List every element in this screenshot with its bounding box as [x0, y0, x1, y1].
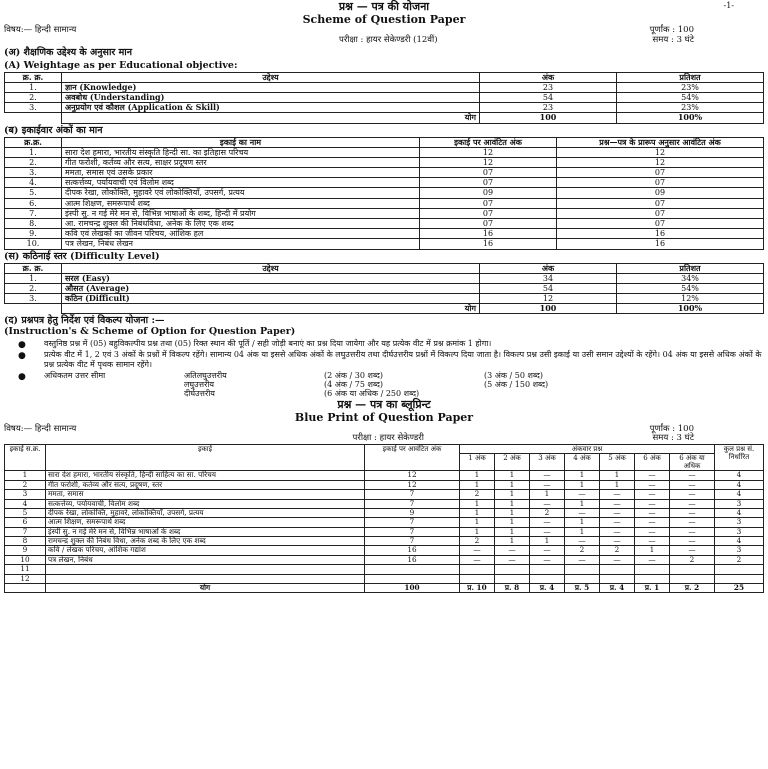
table-cell: 2 [715, 555, 764, 564]
blueprint-exam: परीक्षा : हायर सेकेण्डरी [352, 433, 424, 444]
table-cell: 2 [530, 508, 565, 517]
table-row [5, 168, 764, 178]
table-cell: 12 [5, 574, 46, 583]
table-header: इकाई स.क्र. [5, 445, 46, 471]
table-cell: 9. [5, 229, 62, 239]
table-cell: कवि / लेखक परिचय, आंशिक गद्यांश [46, 546, 365, 555]
table-cell: — [670, 518, 715, 527]
table-cell: 10. [5, 239, 62, 249]
table-header: क्र. क्र. [5, 263, 62, 273]
table-cell: 1 [530, 537, 565, 546]
table-cell: 100 [480, 113, 617, 123]
table-cell: 2 [5, 480, 46, 489]
table-cell: — [530, 499, 565, 508]
table-cell: 16 [420, 239, 557, 249]
table-cell: 2. [5, 283, 62, 293]
instruction-item: ● प्रत्येक वीट में 1, 2 एवं 3 अंकों के प्रश्नों में विकल्प रहेंगे। सामान्य 04 अंक या इससे अधिक अंकों के लघुउत्तरीय तथा दीर्घउत्तरीय प्रश्नों में विकल्प दिया जाता है। विकल्प प्रश्न उसी इकाई या उसी समान उद्देश्यों के रहेंगे। 04 अंक या इससे अधिक अंकों के प्रश्न प्रत्येक वीट में पृथक सामान रहेंगे। [18, 350, 762, 369]
table-cell: — [670, 537, 715, 546]
table-cell: 3 [5, 490, 46, 499]
table-cell: 54 [480, 93, 617, 103]
table-cell: कवि एवं लेखकों का जीवन परिचय, आंशिक हल [62, 229, 420, 239]
table-cell: प्र. 10 [460, 584, 495, 593]
table-cell: 12 [365, 480, 460, 489]
table-cell [46, 565, 365, 574]
table-cell: 7 [365, 490, 460, 499]
table-cell: 3 [715, 546, 764, 555]
table-cell: 8. [5, 219, 62, 229]
table-cell: 1 [565, 499, 600, 508]
table-cell: 16 [557, 239, 764, 249]
table-cell: — [635, 508, 670, 517]
table-cell: 11 [5, 565, 46, 574]
difficulty-table [4, 263, 764, 315]
table-cell: 16 [420, 229, 557, 239]
table-cell [530, 565, 565, 574]
table-cell: 1 [495, 490, 530, 499]
table-row [5, 178, 764, 188]
table-cell: ममता, समास [46, 490, 365, 499]
table-cell: 34% [617, 273, 764, 283]
table-cell: गीत फरोशी, कर्तव्य और सत्य, साक्षर प्रदूषण स्तर [62, 157, 420, 167]
table-cell: 23% [617, 82, 764, 92]
unit-marks-table [4, 137, 764, 250]
table-cell: 3 [715, 518, 764, 527]
table-cell: 34 [480, 273, 617, 283]
table-cell: — [670, 546, 715, 555]
answer-limit-row: लघुउत्तरीय (4 अंक / 75 शब्द) (5 अंक / 150 शब्द) [184, 380, 549, 390]
table-cell: सारा देश हमारा, भारतीय संस्कृति, हिन्दी साहित्य का सा. परिचय [46, 471, 365, 480]
table-cell: 25 [715, 584, 764, 593]
table-cell: — [670, 508, 715, 517]
table-cell: — [670, 490, 715, 499]
table-cell: 2 [670, 555, 715, 564]
table-row [5, 239, 764, 249]
table-cell: — [600, 508, 635, 517]
table-cell: — [495, 555, 530, 564]
table-row [5, 499, 764, 508]
table-cell: सत्कर्त्तव्य, पर्यायवाची एवं विलोम शब्द [62, 178, 420, 188]
table-cell: 4 [715, 508, 764, 517]
table-row [5, 229, 764, 239]
answer-limit-row: दीर्घउत्तरीय (6 अंक या अधिक / 250 शब्द) [184, 389, 420, 399]
table-cell: — [565, 490, 600, 499]
table-cell: 4 [5, 499, 46, 508]
document-page [4, 1, 764, 593]
table-cell: — [530, 555, 565, 564]
table-cell [495, 565, 530, 574]
table-cell: 7 [365, 527, 460, 536]
table-cell: 4 [715, 490, 764, 499]
table-cell: 07 [557, 219, 764, 229]
table-cell: कठिन (Difficult) [62, 294, 480, 304]
table-cell: 07 [420, 208, 557, 218]
table-cell: — [635, 471, 670, 480]
table-cell: 07 [420, 198, 557, 208]
blueprint-time: समय : 3 घंटे [652, 433, 694, 444]
table-cell: 12 [365, 471, 460, 480]
table-cell: 3 [715, 499, 764, 508]
subject: विषय:— हिन्दी सामान्य [4, 25, 77, 36]
table-row [5, 157, 764, 167]
table-row [5, 147, 764, 157]
table-row [5, 283, 764, 293]
table-cell: इंस्पी सु. न गई मेरे मन से, विभिन्न भाषाओं के शब्द [46, 527, 365, 536]
table-header: 6 अंक [635, 454, 670, 471]
table-cell: 09 [557, 188, 764, 198]
table-cell: — [635, 537, 670, 546]
table-cell: 07 [420, 219, 557, 229]
table-cell: पत्र लेखन, निबंध [46, 555, 365, 564]
table-header: 3 अंक [530, 454, 565, 471]
unit-marks-body [5, 147, 764, 249]
table-header: क्र. क्र. [5, 72, 62, 82]
table-header: 6 अंक या अधिक [670, 454, 715, 471]
table-cell: योग [46, 584, 365, 593]
table-cell: 10 [5, 555, 46, 564]
table-header: अंक [480, 263, 617, 273]
table-cell: 1 [600, 471, 635, 480]
table-cell: 7 [365, 518, 460, 527]
table-cell: — [495, 546, 530, 555]
table-cell: आत्म शिक्षण, समरूपार्थ शब्द [46, 518, 365, 527]
table-cell: 07 [557, 168, 764, 178]
table-header: 4 अंक [565, 454, 600, 471]
table-cell: दीपक रेखा, लोकोक्ति, मुहावरे एवं लोकोक्तियाँ, उपसर्ग, प्रत्यय [62, 188, 420, 198]
objective-weightage-table [4, 72, 764, 124]
table-header: इकाई पर आवंटित अंक [365, 445, 460, 471]
table-total-row [5, 113, 764, 123]
table-cell [715, 565, 764, 574]
section-a-heading-hindi: (अ) शैक्षणिक उद्देश्य के अनुसार मान [4, 46, 133, 58]
table-cell: — [530, 471, 565, 480]
table-total-row [5, 304, 764, 314]
table-cell: — [600, 499, 635, 508]
table-cell: — [600, 555, 635, 564]
table-cell: 1 [460, 518, 495, 527]
table-header: अंकवार प्रश्न [460, 445, 715, 454]
table-row [5, 103, 764, 113]
table-cell: — [460, 546, 495, 555]
table-cell: गीत फरोशी, कर्तव्य और सत्य, प्रदूषण, स्तर [46, 480, 365, 489]
table-cell: 7 [365, 537, 460, 546]
blueprint-table [4, 444, 764, 593]
table-cell: 4 [715, 471, 764, 480]
table-cell: — [530, 480, 565, 489]
table-header: 5 अंक [600, 454, 635, 471]
table-header: प्रतिशत [617, 72, 764, 82]
table-cell: 1 [565, 480, 600, 489]
blueprint-max-marks: पूर्णांक : 100 [649, 423, 694, 434]
section-d-heading-hindi: (द) प्रश्नपत्र हेतु निर्देश एवं विकल्प योजना :— [4, 315, 165, 327]
table-cell: सरल (Easy) [62, 273, 480, 283]
table-cell: इंस्पी सु. न गई मेरे मन से, विभिन्न भाषाओं के शब्द, हिन्दी में प्रयोग [62, 208, 420, 218]
table-cell: 1 [565, 471, 600, 480]
instructions-list [4, 339, 764, 380]
table-row [5, 471, 764, 480]
duration: समय : 3 घंटे [652, 35, 694, 46]
section-a-heading-english: (A) Weightage as per Educational objective: [4, 59, 238, 71]
table-header: इकाई का नाम [62, 137, 420, 147]
table-cell: 2 [600, 546, 635, 555]
table-cell: — [600, 490, 635, 499]
table-cell: प्र. 2 [670, 584, 715, 593]
table-cell: 07 [557, 198, 764, 208]
table-cell [635, 565, 670, 574]
table-cell: 2 [565, 546, 600, 555]
instruction-item: ● अधिकतम उत्तर सीमा अतिलघुउत्तरीय (2 अंक / 30 शब्द) (3 अंक / 50 शब्द) [18, 370, 543, 382]
table-cell: 16 [365, 546, 460, 555]
table-row [5, 273, 764, 283]
table-cell: — [635, 527, 670, 536]
table-cell: 12 [480, 294, 617, 304]
table-cell: 1 [460, 499, 495, 508]
table-cell: — [670, 471, 715, 480]
table-cell: — [635, 555, 670, 564]
table-cell: 7 [365, 499, 460, 508]
table-cell: — [635, 480, 670, 489]
table-cell [600, 565, 635, 574]
table-cell: 1 [460, 508, 495, 517]
table-cell: — [600, 518, 635, 527]
table-cell: 1. [5, 273, 62, 283]
table-cell: अनुप्रयोग एवं कौशल (Application & Skill) [62, 103, 480, 113]
exam-name: परीक्षा : हायर सेकेण्डरी (12वीं) [339, 35, 438, 46]
table-cell: 1 [495, 537, 530, 546]
table-header: प्रश्न—पत्र के प्रारूप अनुसार आवंटित अंक [557, 137, 764, 147]
table-cell: 3. [5, 168, 62, 178]
table-cell: 54% [617, 283, 764, 293]
table-cell: 1 [495, 471, 530, 480]
table-cell: 54 [480, 283, 617, 293]
table-cell [460, 565, 495, 574]
blueprint-body [5, 471, 764, 593]
table-cell: योग [62, 304, 480, 314]
table-cell: 12% [617, 294, 764, 304]
table-cell: — [530, 546, 565, 555]
table-cell: 12 [420, 147, 557, 157]
table-cell: 1 [635, 546, 670, 555]
table-header: उद्देश्य [62, 72, 480, 82]
table-cell: 12 [557, 147, 764, 157]
table-cell: 07 [557, 178, 764, 188]
table-cell: 1 [530, 490, 565, 499]
table-cell: प्र. 4 [530, 584, 565, 593]
table-cell: — [460, 555, 495, 564]
table-header: इकाई [46, 445, 365, 471]
title-hindi: प्रश्न — पत्र की योजना [338, 0, 430, 13]
table-cell: 1 [5, 471, 46, 480]
table-cell: योग [62, 113, 480, 123]
table-cell: 1 [565, 518, 600, 527]
table-cell: 4 [715, 537, 764, 546]
table-cell: 100% [617, 113, 764, 123]
blueprint-info-row-2 [4, 434, 764, 444]
table-cell: 3. [5, 103, 62, 113]
table-cell: आत्म शिक्षण, समरूपार्थ शब्द [62, 198, 420, 208]
table-cell: 12 [557, 157, 764, 167]
table-cell: 1 [460, 527, 495, 536]
table-cell: 2. [5, 157, 62, 167]
table-header: उद्देश्य [62, 263, 480, 273]
section-b-heading: (ब) इकाईवार अंकों का मान [4, 124, 103, 136]
table-cell: ज्ञान (Knowledge) [62, 82, 480, 92]
table-cell: 07 [420, 178, 557, 188]
table-row [5, 555, 764, 564]
table-cell: 1 [600, 480, 635, 489]
section-d-heading-english: (Instruction's & Scheme of Option for Question Paper) [4, 326, 296, 338]
table-cell: 6. [5, 198, 62, 208]
table-cell: 2. [5, 93, 62, 103]
instruction-item: ● वस्तुनिष्ठ प्रश्न में (05) बहुविकल्पीय प्रश्न तथा (05) रिक्त स्थान की पूर्ति / सही जोड़ी बनाएं का प्रश्न दिया जायेगा और यह प्रत्येक वीट में प्रश्न क्रमांक 1 होगा। [18, 339, 492, 351]
table-cell: — [600, 537, 635, 546]
table-cell: 100 [365, 584, 460, 593]
table-row [5, 490, 764, 499]
table-cell: सत्कर्त्तव्य, पर्यायवाची, विलोम शब्द [46, 499, 365, 508]
max-marks: पूर्णांक : 100 [649, 25, 694, 36]
table-cell: 1 [460, 471, 495, 480]
table-cell: आ. रामचन्द्र शुक्ल की निबंधविधा, अनेक के लिए एक शब्द [62, 219, 420, 229]
table-cell: — [670, 527, 715, 536]
table-cell: 23 [480, 82, 617, 92]
table-cell: 9 [365, 508, 460, 517]
table-row [5, 198, 764, 208]
table-cell: पत्र लेखन, निबंध लेखन [62, 239, 420, 249]
table-cell: 7. [5, 208, 62, 218]
table-cell: 2 [460, 537, 495, 546]
bullet-icon: ● [18, 371, 26, 382]
table-cell: 1. [5, 82, 62, 92]
table-cell: अवबोध (Understanding) [62, 93, 480, 103]
table-row [5, 208, 764, 218]
table-row [5, 93, 764, 103]
table-cell: 100% [617, 304, 764, 314]
table-cell: — [600, 527, 635, 536]
table-cell: 3 [715, 527, 764, 536]
table-cell: सारा देश हमारा, भारतीय संस्कृति हिन्दी सा. का इतिहास परिचय [62, 147, 420, 157]
table-cell: 12 [420, 157, 557, 167]
table-cell: 09 [420, 188, 557, 198]
table-cell [670, 565, 715, 574]
table-cell: 1. [5, 147, 62, 157]
table-cell: 07 [557, 208, 764, 218]
table-cell: 1 [460, 480, 495, 489]
table-cell: 1 [565, 527, 600, 536]
table-cell: 3. [5, 294, 62, 304]
table-cell: प्र. 4 [600, 584, 635, 593]
blueprint-subject: विषय:— हिन्दी सामान्य [4, 423, 77, 434]
table-header: कुल प्रश्न सं. निर्धारित [715, 445, 764, 471]
table-cell: प्र. 8 [495, 584, 530, 593]
table-cell: 16 [557, 229, 764, 239]
table-cell: 4 [715, 480, 764, 489]
table-cell: 16 [365, 555, 460, 564]
table-row [5, 565, 764, 574]
table-cell: रामचन्द्र शुक्ल की निबंध विधा, अनेक शब्द के लिए एक शब्द [46, 537, 365, 546]
table-cell: 2 [460, 490, 495, 499]
table-cell [365, 565, 460, 574]
table-row [5, 82, 764, 92]
table-row [5, 188, 764, 198]
blueprint-title-hindi: प्रश्न — पत्र का ब्लूप्रिन्ट [337, 398, 431, 412]
table-cell: — [670, 499, 715, 508]
table-cell: औसत (Average) [62, 283, 480, 293]
table-cell: — [530, 527, 565, 536]
table-cell: दीपक रेखा, लोकोक्ति, मुहावरे, लोकोक्तियाँ, उपसर्ग, प्रत्यय [46, 508, 365, 517]
table-cell: ममता, समास एवं उसके प्रकार [62, 168, 420, 178]
page-number: -1- [723, 1, 734, 10]
table-cell: 100 [480, 304, 617, 314]
table-cell: 5 [5, 508, 46, 517]
table-cell: — [565, 555, 600, 564]
table-cell: — [635, 490, 670, 499]
table-cell: — [565, 537, 600, 546]
table-cell: 1 [495, 527, 530, 536]
table-cell: 07 [420, 168, 557, 178]
table-header: क्र.क्र. [5, 137, 62, 147]
table-row [5, 219, 764, 229]
table-header: 2 अंक [495, 454, 530, 471]
table-cell: — [565, 508, 600, 517]
table-cell: 1 [495, 480, 530, 489]
bullet-icon: ● [18, 351, 26, 362]
table-header: प्रतिशत [617, 263, 764, 273]
table-header: इकाई पर आवंटित अंक [420, 137, 557, 147]
table-cell [565, 565, 600, 574]
table-cell: — [635, 499, 670, 508]
table-header: 1 अंक [460, 454, 495, 471]
table-row [5, 546, 764, 555]
table-cell: प्र. 5 [565, 584, 600, 593]
bullet-icon: ● [18, 340, 26, 351]
table-cell: 1 [495, 518, 530, 527]
table-cell: 54% [617, 93, 764, 103]
table-cell: 1 [495, 508, 530, 517]
table-cell: 4. [5, 178, 62, 188]
section-c-heading: (स) कठिनाई स्तर (Difficulty Level) [4, 250, 160, 262]
table-cell: 1 [495, 499, 530, 508]
table-row [5, 518, 764, 527]
table-cell: 5. [5, 188, 62, 198]
table-cell: — [530, 518, 565, 527]
table-total-row [5, 584, 764, 593]
table-row [5, 294, 764, 304]
title-english: Scheme of Question Paper [302, 12, 466, 26]
table-cell: 8 [5, 537, 46, 546]
table-cell: 6 [5, 518, 46, 527]
blueprint-title-english: Blue Print of Question Paper [294, 411, 474, 425]
header-info-row-2 [4, 36, 764, 46]
table-cell: 9 [5, 546, 46, 555]
table-cell: — [635, 518, 670, 527]
table-header: अंक [480, 72, 617, 82]
table-cell: प्र. 1 [635, 584, 670, 593]
table-cell: — [670, 480, 715, 489]
table-cell: 23% [617, 103, 764, 113]
table-cell: 7 [5, 527, 46, 536]
table-cell: 23 [480, 103, 617, 113]
